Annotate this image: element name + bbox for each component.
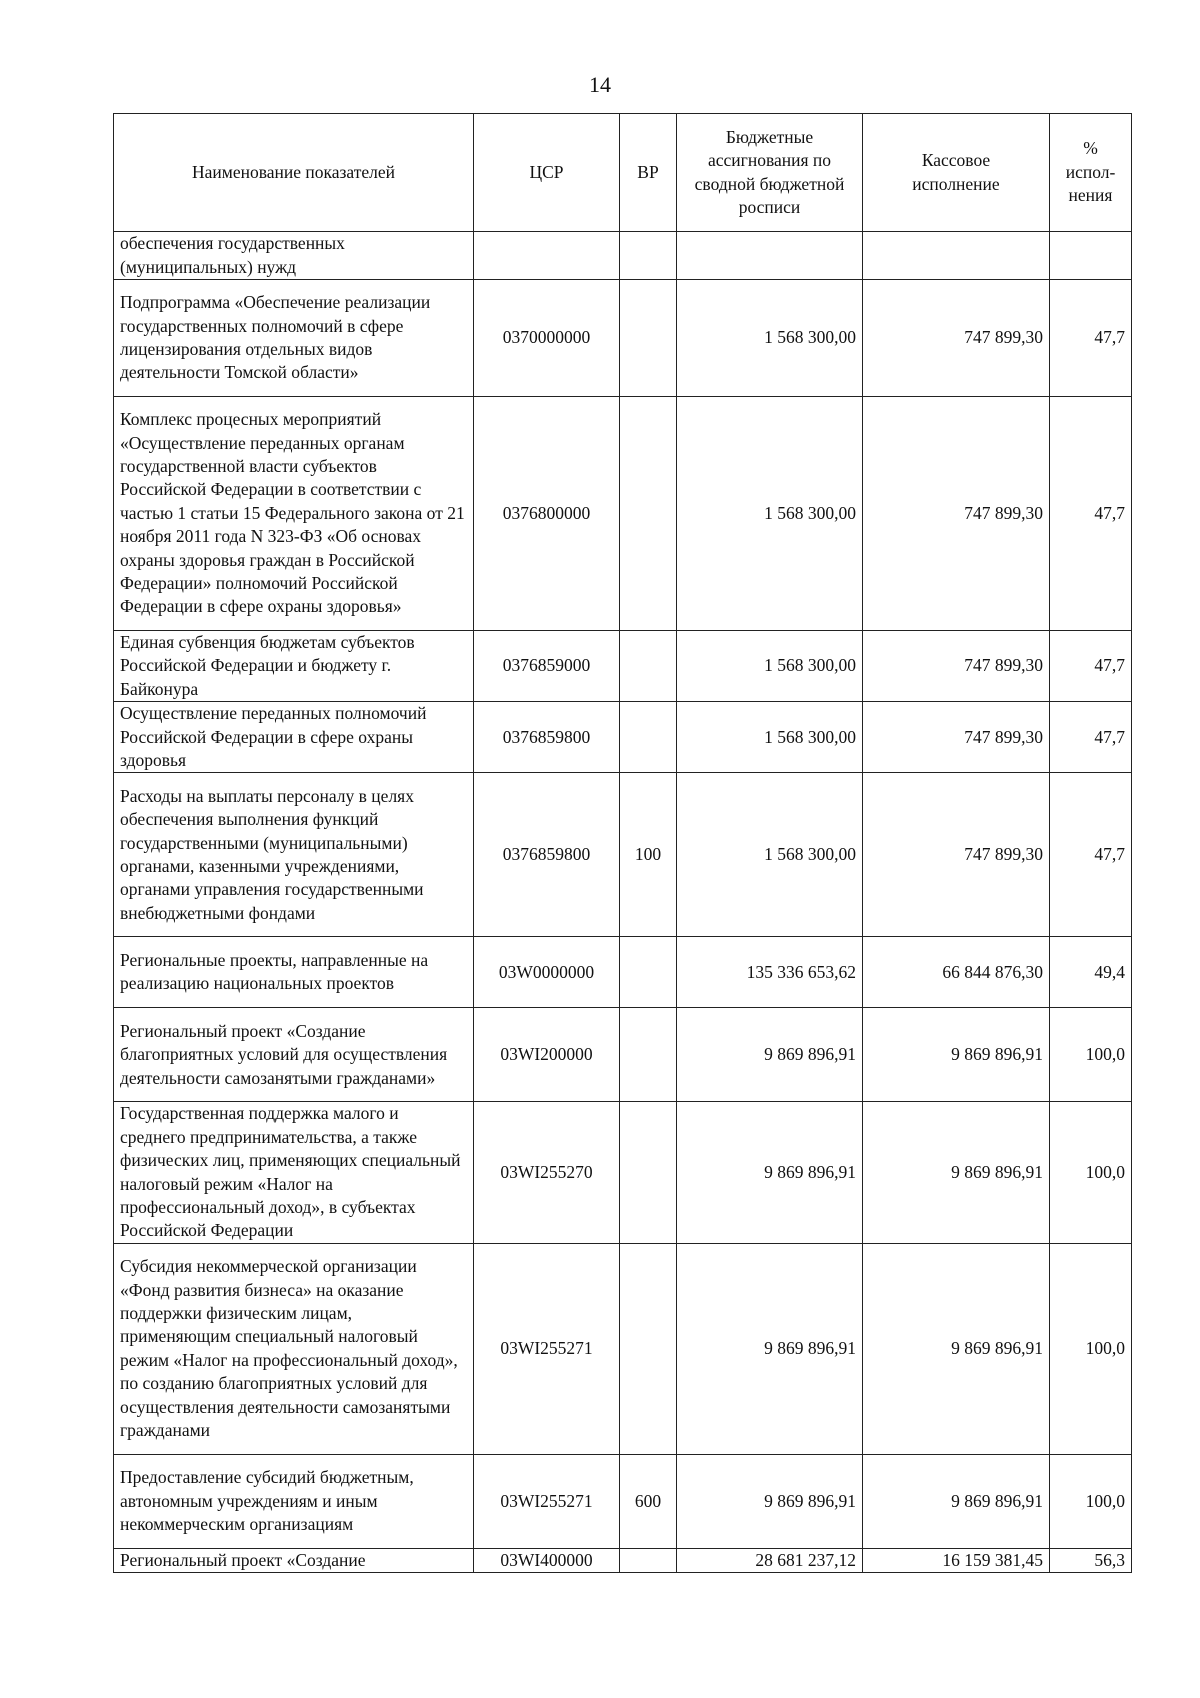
- row-csr: 0376859000: [474, 631, 620, 702]
- header-vr: ВР: [620, 114, 677, 232]
- row-cash: 66 844 876,30: [863, 937, 1050, 1008]
- row-pct: 100,0: [1050, 1102, 1132, 1243]
- row-vr: [620, 1243, 677, 1454]
- row-csr: 03WI200000: [474, 1008, 620, 1102]
- table-row: [114, 1243, 1132, 1454]
- row-pct: 49,4: [1050, 937, 1132, 1008]
- header-csr: ЦСР: [474, 114, 620, 232]
- header-name: Наименование показателей: [114, 114, 474, 232]
- row-cash: 9 869 896,91: [863, 1008, 1050, 1102]
- row-budget: 9 869 896,91: [677, 1454, 863, 1548]
- row-name: Расходы на выплаты персоналу в целях обеспечения выполнения функций государственными (муниципальными) органами, казенными учреждениями, органами управления государственными внебюджетными фондами: [114, 773, 474, 937]
- table-row: [114, 397, 1132, 631]
- row-vr: [620, 631, 677, 702]
- table-header-row: [114, 114, 1132, 232]
- row-vr: 600: [620, 1454, 677, 1548]
- row-vr: [620, 702, 677, 773]
- row-csr: 0376859800: [474, 773, 620, 937]
- row-pct: 100,0: [1050, 1454, 1132, 1548]
- row-budget: 1 568 300,00: [677, 773, 863, 937]
- row-name: Государственная поддержка малого и среднего предпринимательства, а также физических лиц, применяющих специальный налоговый режим «Налог на профессиональный доход», в субъектах Российской Федерации: [114, 1102, 474, 1243]
- table-row: [114, 232, 1132, 280]
- row-cash: [863, 232, 1050, 280]
- row-vr: [620, 280, 677, 397]
- row-pct: 47,7: [1050, 773, 1132, 937]
- row-csr: 03WI255271: [474, 1454, 620, 1548]
- row-pct: 47,7: [1050, 280, 1132, 397]
- row-name: Региональный проект «Создание благоприятных условий для осуществления деятельности самозанятыми гражданами»: [114, 1008, 474, 1102]
- row-pct: 100,0: [1050, 1243, 1132, 1454]
- row-vr: [620, 397, 677, 631]
- row-budget: 1 568 300,00: [677, 280, 863, 397]
- row-pct: 100,0: [1050, 1008, 1132, 1102]
- row-name: Субсидия некоммерческой организации «Фонд развития бизнеса» на оказание поддержки физическим лицам, применяющим специальный налоговый режим «Налог на профессиональный доход», по созданию благоприятных условий для осуществления деятельности самозанятыми гражданами: [114, 1243, 474, 1454]
- row-pct: 47,7: [1050, 631, 1132, 702]
- budget-execution-table: [113, 113, 1132, 1573]
- row-budget: 9 869 896,91: [677, 1102, 863, 1243]
- row-cash: 747 899,30: [863, 631, 1050, 702]
- row-csr: 0376859800: [474, 702, 620, 773]
- row-csr: 03WI255270: [474, 1102, 620, 1243]
- row-budget: 1 568 300,00: [677, 631, 863, 702]
- table-row: [114, 702, 1132, 773]
- row-csr: 0370000000: [474, 280, 620, 397]
- row-vr: [620, 937, 677, 1008]
- page-number: 14: [589, 72, 611, 97]
- row-name: Региональные проекты, направленные на реализацию национальных проектов: [114, 937, 474, 1008]
- table-row: [114, 1008, 1132, 1102]
- row-cash: 747 899,30: [863, 773, 1050, 937]
- row-csr: 0376800000: [474, 397, 620, 631]
- row-cash: 747 899,30: [863, 702, 1050, 773]
- row-vr: [620, 1548, 677, 1572]
- row-pct: 47,7: [1050, 702, 1132, 773]
- row-csr: 03WI255271: [474, 1243, 620, 1454]
- row-budget: 9 869 896,91: [677, 1243, 863, 1454]
- header-cash: Кассовое исполнение: [863, 114, 1050, 232]
- row-budget: 135 336 653,62: [677, 937, 863, 1008]
- row-name: Комплекс процесных мероприятий «Осуществление переданных органам государственной власти субъектов Российской Федерации в соответствии с частью 1 статьи 15 Федерального закона от 21 ноября 2011 года N 323-ФЗ «Об основах охраны здоровья граждан в Российской Федерации» полномочий Российской Федерации в сфере охраны здоровья»: [114, 397, 474, 631]
- table-row: [114, 773, 1132, 937]
- row-vr: [620, 1102, 677, 1243]
- row-budget: [677, 232, 863, 280]
- row-csr: [474, 232, 620, 280]
- row-cash: 9 869 896,91: [863, 1102, 1050, 1243]
- row-pct: [1050, 232, 1132, 280]
- row-cash: 9 869 896,91: [863, 1243, 1050, 1454]
- row-vr: 100: [620, 773, 677, 937]
- row-vr: [620, 232, 677, 280]
- table-row: [114, 631, 1132, 702]
- row-pct: 56,3: [1050, 1548, 1132, 1572]
- row-csr: 03WI400000: [474, 1548, 620, 1572]
- table-row: [114, 280, 1132, 397]
- row-vr: [620, 1008, 677, 1102]
- row-name: Подпрограмма «Обеспечение реализации государственных полномочий в сфере лицензирования отдельных видов деятельности Томской области»: [114, 280, 474, 397]
- row-pct: 47,7: [1050, 397, 1132, 631]
- table-row: [114, 1454, 1132, 1548]
- row-budget: 1 568 300,00: [677, 397, 863, 631]
- row-name: Осуществление переданных полномочий Российской Федерации в сфере охраны здоровья: [114, 702, 474, 773]
- row-budget: 28 681 237,12: [677, 1548, 863, 1572]
- table-row: [114, 937, 1132, 1008]
- header-pct: % испол-нения: [1050, 114, 1132, 232]
- row-cash: 747 899,30: [863, 280, 1050, 397]
- header-budget: Бюджетные ассигнования по сводной бюджетной росписи: [677, 114, 863, 232]
- row-budget: 1 568 300,00: [677, 702, 863, 773]
- row-name: Предоставление субсидий бюджетным, автономным учреждениям и иным некоммерческим организациям: [114, 1454, 474, 1548]
- row-name: Региональный проект «Создание: [114, 1548, 474, 1572]
- row-budget: 9 869 896,91: [677, 1008, 863, 1102]
- row-name: обеспечения государственных (муниципальных) нужд: [114, 232, 474, 280]
- row-cash: 16 159 381,45: [863, 1548, 1050, 1572]
- table-row: [114, 1102, 1132, 1243]
- row-cash: 9 869 896,91: [863, 1454, 1050, 1548]
- table-row: [114, 1548, 1132, 1572]
- row-cash: 747 899,30: [863, 397, 1050, 631]
- row-csr: 03W0000000: [474, 937, 620, 1008]
- row-name: Единая субвенция бюджетам субъектов Российской Федерации и бюджету г. Байконура: [114, 631, 474, 702]
